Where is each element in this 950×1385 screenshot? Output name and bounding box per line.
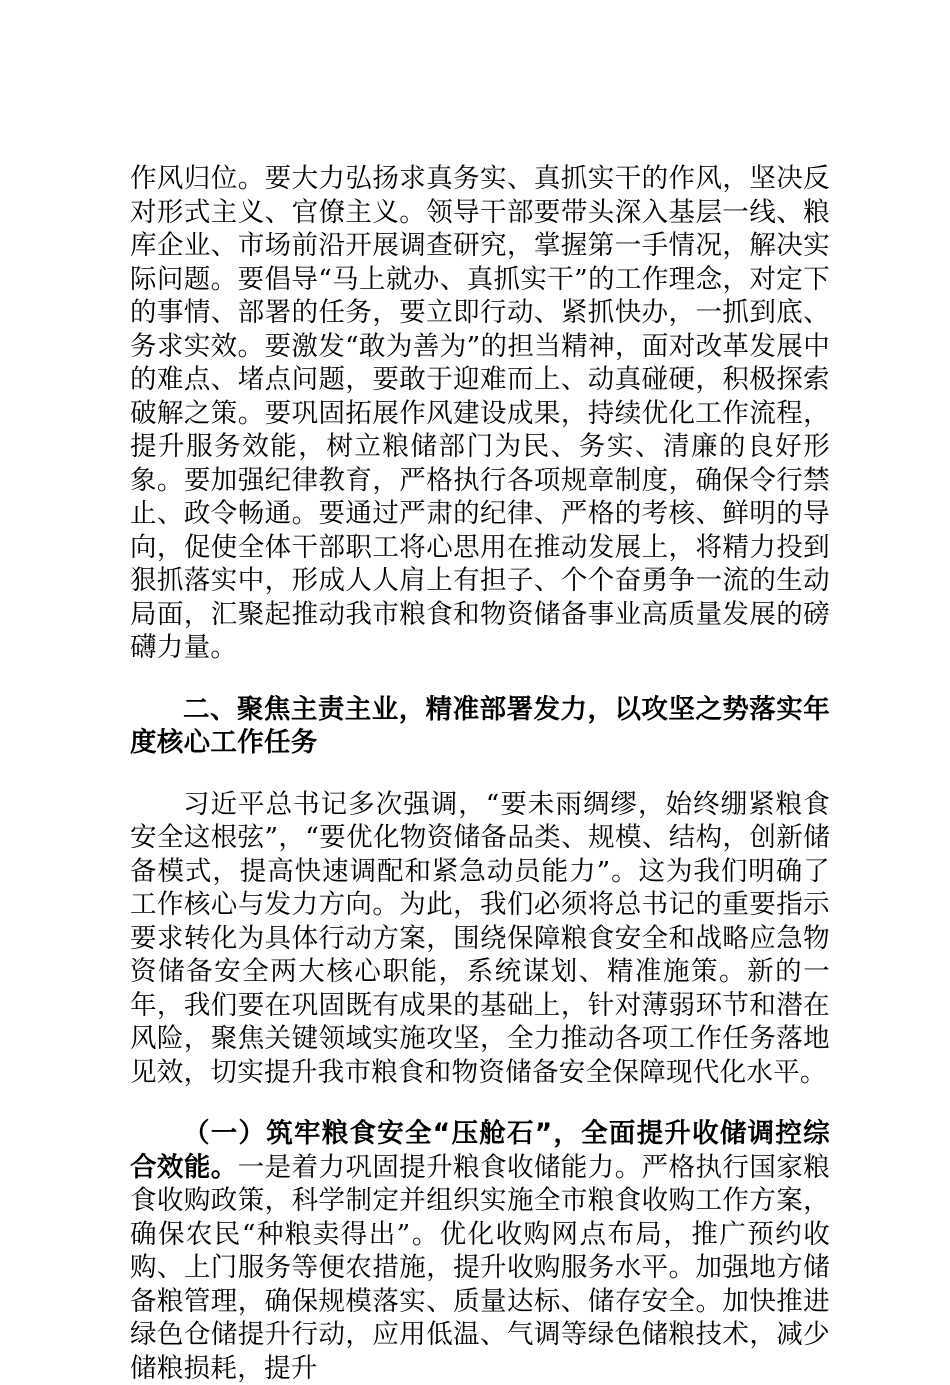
body-paragraph: 作风归位。要大力弘扬求真务实、真抓实干的作风，坚决反对形式主义、官僚主义。领导干部要带头深入基层一线、粮库企业、市场前沿开展调查研究，掌握第一手情况，解决实际问题。要倡导“马上就办、真抓实干”的工作理念，对定下的事情、部署的任务，要立即行动、紧抓快办，一抓到底、务求实效。要激发“敢为善为”的担当精神，面对改革发展中的难点、堵点问题，要敢于迎难而上、动真碰硬，积极探索破解之策。要巩固拓展作风建设成果，持续优化工作流程，提升服务效能，树立粮储部门为民、务实、清廉的良好形象。要加强纪律教育，严格执行各项规章制度，确保令行禁止、政令畅通。要通过严肃的纪律、严格的考核、鲜明的导向，促使全体干部职工将心思用在推动发展上，将精力投到狠抓落实中，形成人人肩上有担子、个个奋勇争一流的生动局面，汇聚起推动我市粮食和物资储备事业高质量发展的磅礴力量。: [130, 163, 830, 663]
body-paragraph: [130, 1117, 830, 1385]
body-text: 一是着力巩固提升粮食收储能力。严格执行国家粮食收购政策，科学制定并组织实施全市粮食收购工作方案，确保农民“种粮卖得出”。优化收购网点布局，推广预约收购、上门服务等便农措施，提升收购服务水平。加强地方储备粮管理，确保规模落实、质量达标、储存安全。加快推进绿色仓储提升行动，应用低温、气调等绿色储粮技术，减少储粮损耗，提升: [130, 1151, 830, 1384]
body-paragraph: 习近平总书记多次强调，“要未雨绸缪，始终绷紧粮食安全这根弦”，“要优化物资储备品类、规模、结构，创新储备模式，提高快速调配和紧急动员能力”。这为我们明确了工作核心与发力方向。为此，我们必须将总书记的重要指示要求转化为具体行动方案，围绕保障粮食安全和战略应急物资储备安全两大核心职能，系统谋划、精准施策。新的一年，我们要在巩固既有成果的基础上，针对薄弱环节和潜在风险，聚焦关键领域实施攻坚，全力推动各项工作任务落地见效，切实提升我市粮食和物资储备安全保障现代化水平。: [130, 788, 830, 1088]
document-page: [130, 162, 830, 1385]
subsection-heading: （一）筑牢粮食安全“压舱石”，全面提升收储调控综合效能。: [130, 1118, 830, 1183]
section-heading: 二、聚焦主责主业，精准部署发力，以攻坚之势落实年度核心工作任务: [130, 693, 830, 758]
